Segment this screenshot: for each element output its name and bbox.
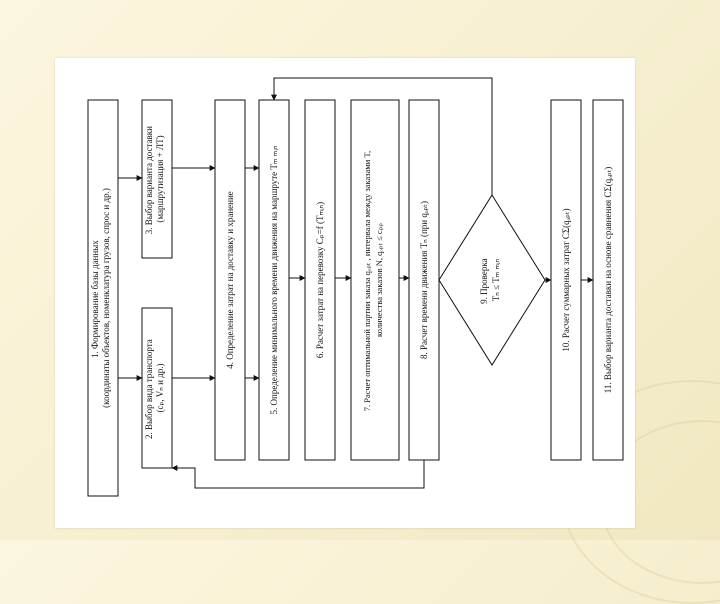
box-7-text: 7. Расчет оптимальной партии заказа qₒₚₜ , интервала между заказами T, количества заказов N, qₒₚₜ ≤ cₚₚ <box>362 150 384 412</box>
box-2-text: 2. Выбор вида транспорта (cₚ, Vₙ и др.) <box>144 339 165 440</box>
box-5-text: 5. Определение минимального времени движения на маршруте Tₘ ₘᵢₙ <box>269 145 279 415</box>
box-6-text: 6. Расчет затрат на перевозку Cₚ=f (Tₘᵢₙ) <box>315 201 325 359</box>
box-10-text: 10. Расчет суммарных затрат CΣ(qₒₚₜ) <box>561 208 571 352</box>
slide-page <box>55 58 635 528</box>
diamond-9-text: 9. Проверка Tₙ ≤ Tₘ ₘᵢₙ <box>479 258 501 304</box>
box-8-text: 8. Расчет времени движения Tₙ (при qₒₚₜ) <box>419 201 429 359</box>
loop-8-to-2 <box>172 460 424 488</box>
loop-9-to-5 <box>274 78 492 195</box>
box-4-text: 4. Определение затрат на доставку и хранение <box>225 191 235 369</box>
box-11-text: 11. Выбор варианта доставки на основе сравнения CΣ(qₒₚₜ) <box>603 166 613 394</box>
flowchart <box>55 58 635 528</box>
box-1-text: 1. Формирование базы данных (координаты объектов, номенклатура грузов, спрос и др.) <box>90 188 111 408</box>
box-3-text: 3. Выбор варианта доставки (маршрутизация + ЛТ) <box>144 126 165 235</box>
